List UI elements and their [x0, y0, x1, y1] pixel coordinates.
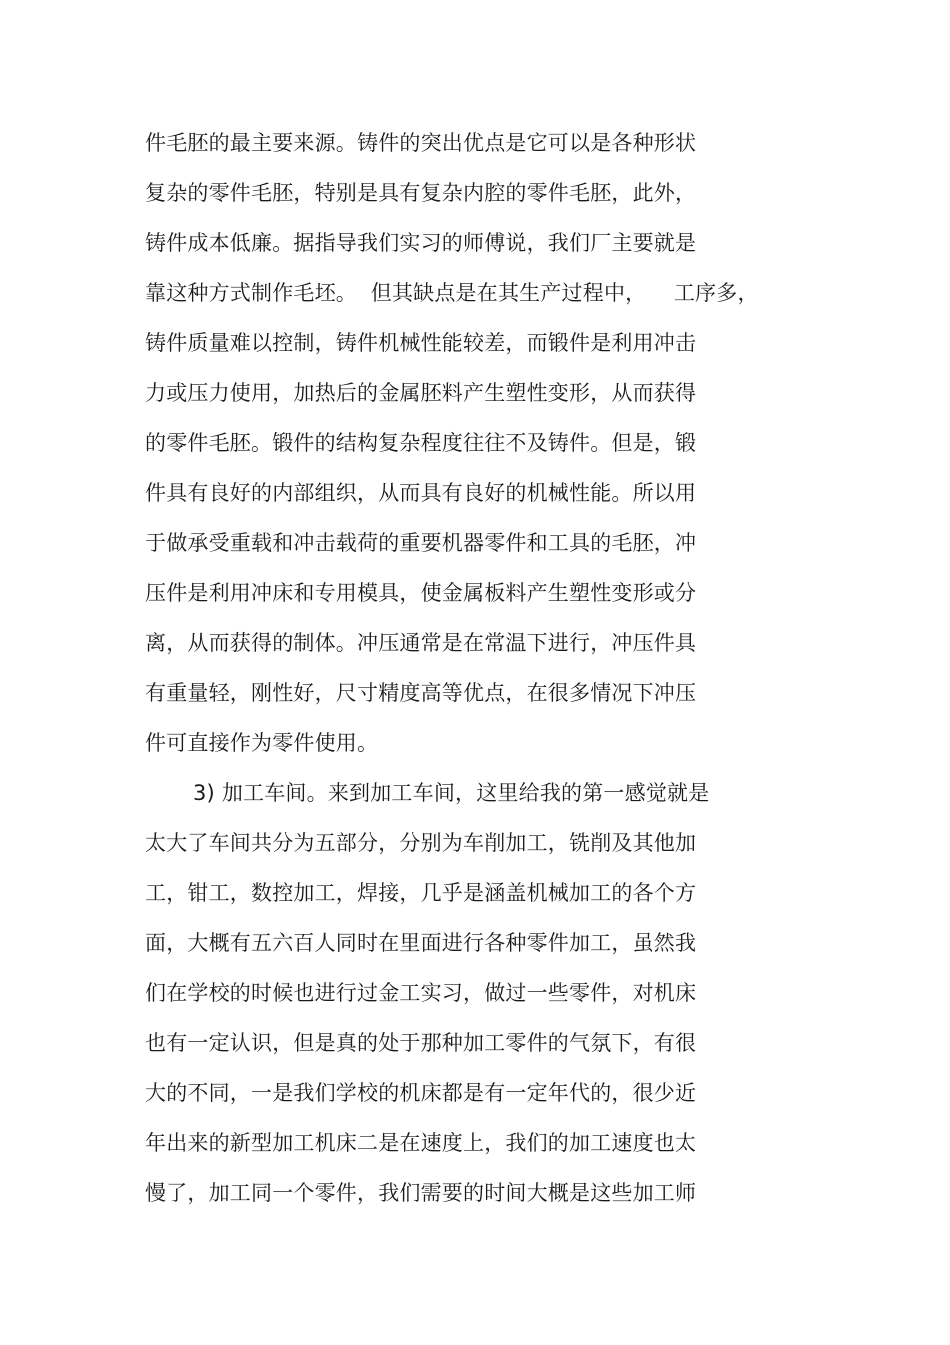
text-line: 复杂的零件毛胚，特别是具有复杂内腔的零件毛胚，此外，: [145, 181, 697, 205]
text-line: 也有一定认识，但是真的处于那种加工零件的气氛下，有很: [145, 1031, 697, 1055]
section-heading-line: 3) 加工车间。来到加工车间，这里给我的第一感觉就是: [193, 781, 710, 805]
text-line: 铸件质量难以控制，铸件机械性能较差，而锻件是利用冲击: [145, 331, 697, 355]
text-line: 工，钳工，数控加工，焊接，几乎是涵盖机械加工的各个方: [145, 881, 697, 905]
text-line: 件毛胚的最主要来源。铸件的突出优点是它可以是各种形状: [145, 131, 697, 155]
text-line: 铸件成本低廉。据指导我们实习的师傅说，我们厂主要就是: [145, 231, 697, 255]
text-line: 面，大概有五六百人同时在里面进行各种零件加工，虽然我: [145, 931, 697, 955]
text-line: 件可直接作为零件使用。: [145, 731, 379, 755]
text-line: 们在学校的时候也进行过金工实习，做过一些零件，对机床: [145, 981, 697, 1005]
text-line: 年出来的新型加工机床二是在速度上，我们的加工速度也太: [145, 1131, 697, 1155]
body-text: [145, 118, 805, 1218]
text-line: 有重量轻，刚性好，尺寸精度高等优点，在很多情况下冲压: [145, 681, 697, 705]
text-line: 慢了，加工同一个零件，我们需要的时间大概是这些加工师: [145, 1181, 697, 1205]
text-line: 太大了车间共分为五部分，分别为车削加工，铣削及其他加: [145, 831, 697, 855]
text-line: 靠这种方式制作毛坯。 但其缺点是在其生产过程中， 工序多，: [145, 281, 759, 305]
text-line: 力或压力使用，加热后的金属胚料产生塑性变形，从而获得: [145, 381, 697, 405]
text-line: 压件是利用冲床和专用模具，使金属板料产生塑性变形或分: [145, 581, 697, 605]
text-line: 的零件毛胚。锻件的结构复杂程度往往不及铸件。但是，锻: [145, 431, 697, 455]
text-line: 件具有良好的内部组织，从而具有良好的机械性能。所以用: [145, 481, 697, 505]
text-line: 于做承受重载和冲击载荷的重要机器零件和工具的毛胚，冲: [145, 531, 697, 555]
text-line: 大的不同，一是我们学校的机床都是有一定年代的，很少近: [145, 1081, 697, 1105]
text-line: 离，从而获得的制体。冲压通常是在常温下进行，冲压件具: [145, 631, 697, 655]
